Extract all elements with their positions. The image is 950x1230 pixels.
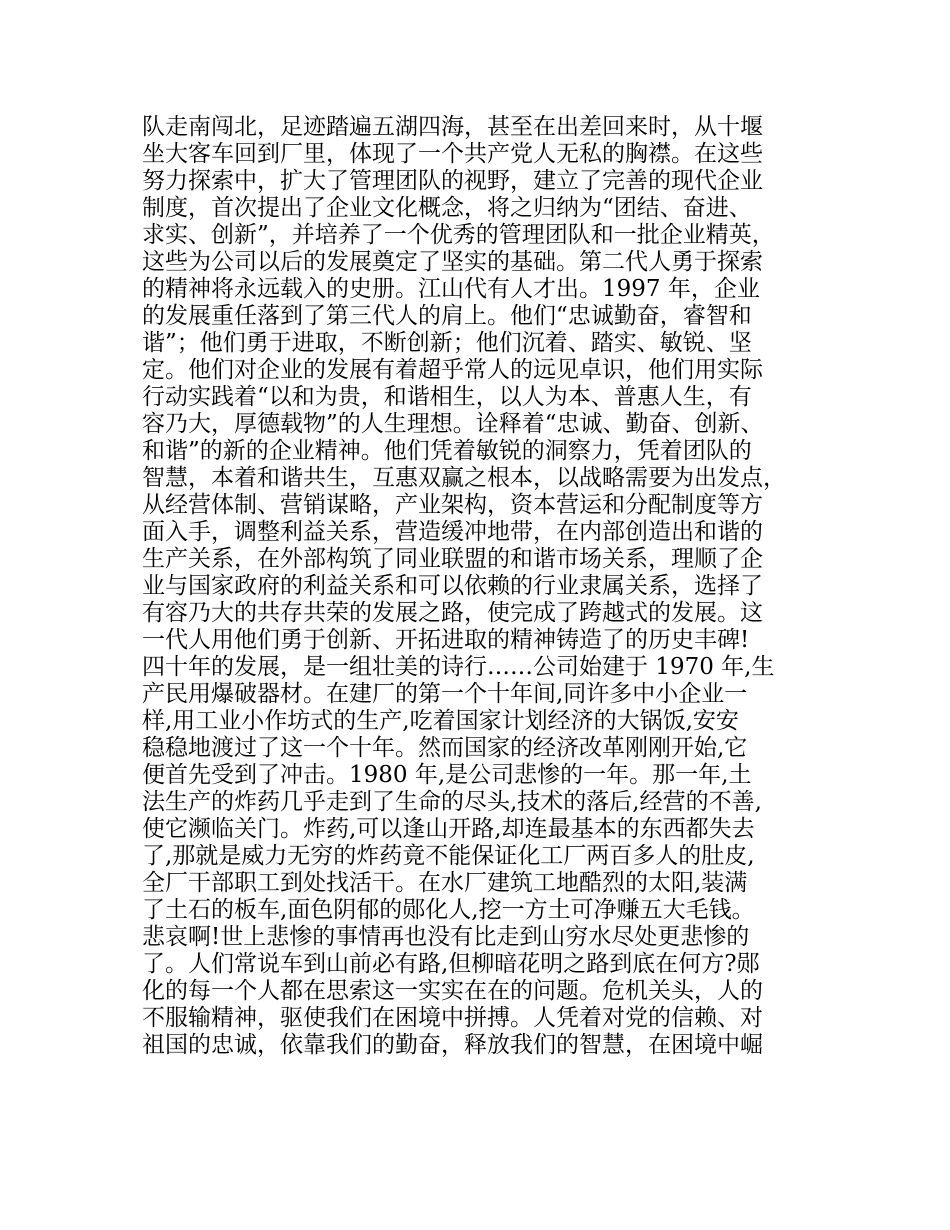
- text-line: 谐”；他们勇于进取，不断创新；他们沉着、踏实、敏锐、坚: [142, 330, 752, 356]
- text-line: 从经营体制、营销谋略，产业架构，资本营运和分配制度等方: [142, 492, 763, 518]
- text-line: 产民用爆破器材。在建厂的第一个十年间,同许多中小企业一: [142, 681, 748, 707]
- text-line: 便首先受到了冲击。1980 年,是公司悲惨的一年。那一年,土: [142, 762, 752, 788]
- text-line: 一代人用他们勇于创新、开拓进取的精神铸造了的历史丰碑!: [142, 627, 750, 653]
- text-line: 了。人们常说车到山前必有路,但柳暗花明之路到底在何方?郧: [142, 951, 760, 977]
- text-line: 的精神将永远载入的史册。江山代有人才出。1997 年，企业: [142, 276, 760, 302]
- text-line: 容乃大，厚德载物”的人生理想。诠释着“忠诚、勤奋、创新、: [142, 411, 764, 437]
- text-line: 坐大客车回到厂里，体现了一个共产党人无私的胸襟。在这些: [142, 141, 763, 167]
- text-line: 这些为公司以后的发展奠定了坚实的基础。第二代人勇于探索: [142, 249, 763, 275]
- text-line: 全厂干部职工到处找活干。在水厂建筑工地酷烈的太阳,装满: [142, 870, 748, 896]
- text-line: 了土石的板车,面色阴郁的郧化人,挖一方土可净赚五大毛钱。: [142, 897, 755, 923]
- text-line: 不服输精神，驱使我们在困境中拼搏。人凭着对党的信赖、对: [142, 1005, 763, 1031]
- text-line: 和谐”的新的企业精神。他们凭着敏锐的洞察力，凭着团队的: [142, 438, 752, 464]
- text-line: 的发展重任落到了第三代人的肩上。他们“忠诚勤奋，睿智和: [142, 303, 752, 329]
- text-line: 制度，首次提出了企业文化概念，将之归纳为“团结、奋进、: [142, 195, 752, 221]
- text-line: 祖国的忠诚，依靠我们的勤奋，释放我们的智慧，在困境中崛: [142, 1032, 763, 1058]
- text-line: 业与国家政府的利益关系和可以依赖的行业隶属关系，选择了: [142, 573, 763, 599]
- text-line: 定。他们对企业的发展有着超乎常人的远见卓识，他们用实际: [142, 357, 763, 383]
- text-line: 法生产的炸药几乎走到了生命的尽头,技术的落后,经营的不善,: [142, 789, 762, 815]
- text-line: 努力探索中，扩大了管理团队的视野，建立了完善的现代企业: [142, 168, 763, 194]
- text-line: 使它濒临关门。炸药,可以逢山开路,却连最基本的东西都失去: [142, 816, 755, 842]
- text-line: 了,那就是威力无穷的炸药竟不能保证化工厂两百多人的肚皮,: [142, 843, 755, 869]
- text-line: 悲哀啊!世上悲惨的事情再也没有比走到山穷水尽处更悲惨的: [142, 924, 750, 950]
- text-line: 行动实践着“以和为贵，和谐相生，以人为本、普惠人生，有: [142, 384, 752, 410]
- text-line: 求实、创新”，并培养了一个优秀的管理团队和一批企业精英，: [142, 222, 775, 248]
- text-line: 稳稳地渡过了这一个十年。然而国家的经济改革刚刚开始,它: [142, 735, 748, 761]
- text-line: 智慧，本着和谐共生，互惠双赢之根本，以战略需要为出发点，: [142, 465, 786, 491]
- text-line: 面入手，调整利益关系，营造缓冲地带，在内部创造出和谐的: [142, 519, 763, 545]
- text-line: 化的每一个人都在思索这一实实在在的问题。危机关头，人的: [142, 978, 763, 1004]
- text-line: 生产关系，在外部构筑了同业联盟的和谐市场关系，理顺了企: [142, 546, 763, 572]
- text-line: 四十年的发展，是一组壮美的诗行……公司始建于 1970 年,生: [142, 654, 775, 680]
- text-line: 队走南闯北，足迹踏遍五湖四海，甚至在出差回来时，从十堰: [142, 114, 763, 140]
- text-line: 有容乃大的共存共荣的发展之路，使完成了跨越式的发展。这: [142, 600, 763, 626]
- body-text: [142, 114, 832, 1059]
- text-line: 样,用工业小作坊式的生产,吃着国家计划经济的大锅饭,安安: [142, 708, 739, 734]
